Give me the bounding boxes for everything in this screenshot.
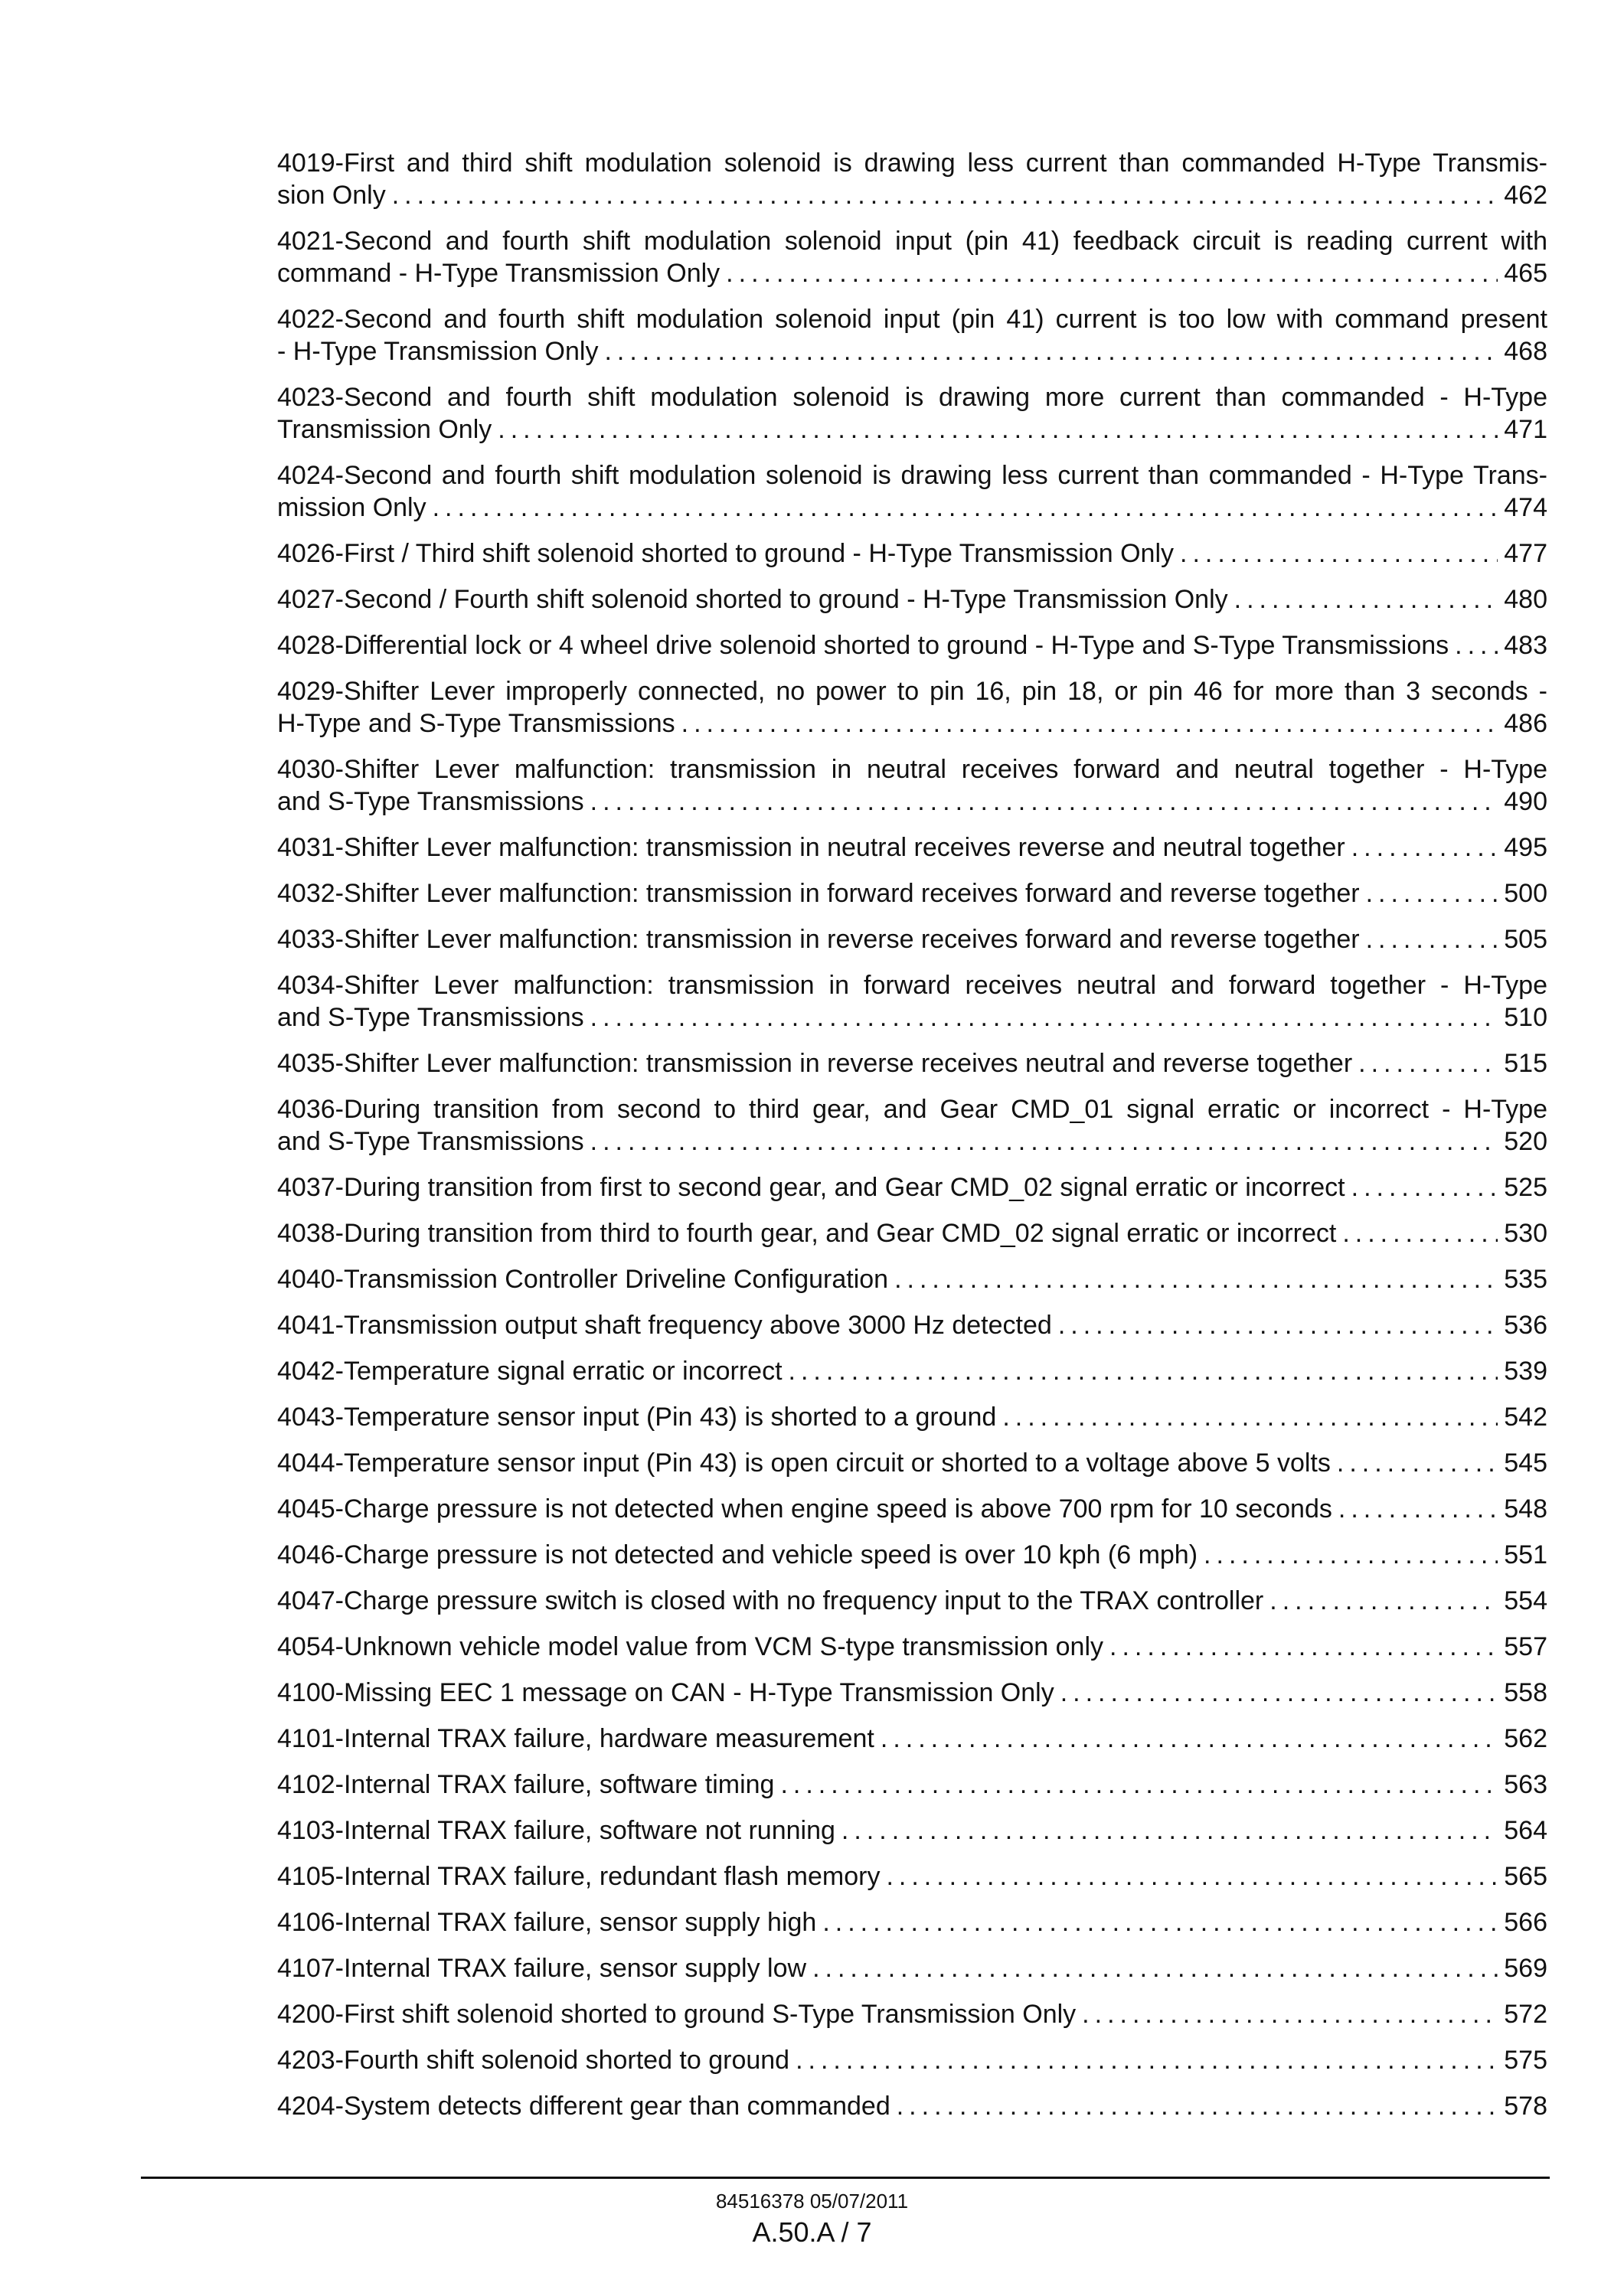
toc-entry[interactable]	[277, 537, 1547, 570]
dot-leader	[881, 1723, 1498, 1755]
toc-page-number: 465	[1504, 259, 1547, 288]
toc-entry[interactable]	[277, 1906, 1547, 1938]
toc-entry[interactable]	[277, 1814, 1547, 1847]
toc-entry-title: 4026-First / Third shift solenoid shorted to ground - H-Type Transmission Only	[277, 539, 1174, 568]
toc-entry-title: 4107-Internal TRAX failure, sensor supply low	[277, 1954, 807, 1983]
dot-leader	[1351, 831, 1498, 864]
toc-entry-title: sion Only	[277, 181, 386, 210]
toc-entry-title: 4103-Internal TRAX failure, software not running	[277, 1816, 835, 1845]
toc-page-number: 474	[1504, 493, 1547, 522]
toc-entry-title: - H-Type Transmission Only	[277, 337, 599, 366]
dot-leader	[1002, 1401, 1498, 1433]
toc-entry-title: and S-Type Transmissions	[277, 787, 584, 816]
toc-entry-title: 4028-Differential lock or 4 wheel drive solenoid shorted to ground - H-Type and S-Type Transmissions	[277, 631, 1449, 660]
toc-entry[interactable]	[277, 1493, 1547, 1525]
toc-entry[interactable]	[277, 1309, 1547, 1341]
toc-entry-title: 4038-During transition from third to fourth gear, and Gear CMD_02 signal erratic or incorrect	[277, 1219, 1337, 1248]
dot-leader	[796, 2044, 1498, 2076]
toc-entry-title: and S-Type Transmissions	[277, 1127, 584, 1156]
toc-entry-title: 4101-Internal TRAX failure, hardware measurement	[277, 1724, 874, 1753]
toc-page-number: 539	[1504, 1357, 1547, 1386]
footer-page-reference: A.50.A / 7	[752, 2216, 872, 2248]
toc-entry-title: 4040-Transmission Controller Driveline Configuration	[277, 1265, 889, 1294]
toc-entry[interactable]	[277, 1047, 1547, 1079]
toc-entry-last-line	[277, 1125, 1547, 1158]
dot-leader	[894, 1263, 1498, 1295]
toc-entry[interactable]	[277, 969, 1547, 1034]
toc-page-number: 468	[1504, 337, 1547, 366]
toc-entry[interactable]	[277, 1585, 1547, 1617]
toc-page-number: 578	[1504, 2092, 1547, 2121]
toc-page-number: 510	[1504, 1003, 1547, 1032]
toc-entry-title: 4102-Internal TRAX failure, software timing	[277, 1770, 775, 1799]
toc-entry-title: 4047-Charge pressure switch is closed with no frequency input to the TRAX controller	[277, 1586, 1264, 1615]
toc-entry-title: 4024-Second and fourth shift modulation solenoid is drawing less current than commanded - H-Type Trans-	[277, 461, 1547, 490]
toc-page-number: 483	[1504, 631, 1547, 660]
toc-entry[interactable]	[277, 303, 1547, 367]
dot-leader	[1058, 1309, 1498, 1341]
toc-entry[interactable]	[277, 1355, 1547, 1387]
dot-leader	[726, 257, 1498, 289]
toc-entry-title: 4046-Charge pressure is not detected and vehicle speed is over 10 kph (6 mph)	[277, 1540, 1198, 1569]
toc-entry[interactable]	[277, 877, 1547, 910]
toc-page-number: 563	[1504, 1770, 1547, 1799]
table-of-contents	[277, 147, 1547, 2136]
toc-entry-title: 4203-Fourth shift solenoid shorted to ground	[277, 2046, 790, 2075]
toc-page-number: 462	[1504, 181, 1547, 210]
toc-entry[interactable]	[277, 2044, 1547, 2076]
dot-leader	[1366, 877, 1498, 910]
toc-entry[interactable]	[277, 1677, 1547, 1709]
toc-entry-title: 4023-Second and fourth shift modulation solenoid is drawing more current than commanded - H-Type	[277, 383, 1547, 412]
toc-page-number: 530	[1504, 1219, 1547, 1248]
dot-leader	[681, 707, 1498, 740]
dot-leader	[822, 1906, 1498, 1938]
toc-entry[interactable]	[277, 1631, 1547, 1663]
toc-entry-title: 4034-Shifter Lever malfunction: transmission in forward receives neutral and forward together - H-Type	[277, 971, 1547, 1000]
toc-entry[interactable]	[277, 147, 1547, 211]
toc-page-number: 545	[1504, 1448, 1547, 1478]
toc-page-number: 495	[1504, 833, 1547, 862]
dot-leader	[789, 1355, 1498, 1387]
toc-page-number: 515	[1504, 1049, 1547, 1078]
toc-entry-title: 4204-System detects different gear than commanded	[277, 2092, 890, 2121]
dot-leader	[1234, 583, 1498, 616]
toc-entry-title: 4029-Shifter Lever improperly connected, no power to pin 16, pin 18, or pin 46 for more than 3 seconds -	[277, 677, 1547, 706]
toc-page-number: 551	[1504, 1540, 1547, 1569]
toc-entry-last-line	[277, 413, 1547, 446]
toc-page-number: 505	[1504, 925, 1547, 954]
toc-entry[interactable]	[277, 1447, 1547, 1479]
toc-entry-title: 4041-Transmission output shaft frequency above 3000 Hz detected	[277, 1311, 1052, 1340]
toc-entry-title: H-Type and S-Type Transmissions	[277, 709, 675, 738]
dot-leader	[590, 1001, 1498, 1034]
toc-page-number: 480	[1504, 585, 1547, 614]
toc-entry[interactable]	[277, 1171, 1547, 1204]
dot-leader	[392, 179, 1498, 211]
dot-leader	[780, 1769, 1498, 1801]
toc-page-number: 562	[1504, 1724, 1547, 1753]
dot-leader	[1358, 1047, 1498, 1079]
dot-leader	[498, 413, 1498, 446]
footer-document-id: 84516378 05/07/2011	[715, 2190, 909, 2213]
toc-entry-title: 4019-First and third shift modulation solenoid is drawing less current than commanded H-Type Transmis-	[277, 149, 1547, 178]
toc-entry[interactable]	[277, 381, 1547, 446]
toc-entry-title: 4035-Shifter Lever malfunction: transmission in reverse receives neutral and reverse together	[277, 1049, 1353, 1078]
toc-entry-title: 4044-Temperature sensor input (Pin 43) is open circuit or shorted to a voltage above 5 volts	[277, 1448, 1331, 1478]
toc-entry-title: 4105-Internal TRAX failure, redundant flash memory	[277, 1862, 881, 1891]
toc-page-number: 572	[1504, 2000, 1547, 2029]
toc-page-number: 535	[1504, 1265, 1547, 1294]
toc-entry[interactable]	[277, 583, 1547, 616]
toc-page-number: 525	[1504, 1173, 1547, 1202]
toc-page-number: 557	[1504, 1632, 1547, 1661]
toc-entry[interactable]	[277, 1769, 1547, 1801]
toc-page-number: 471	[1504, 415, 1547, 444]
toc-entry-title: 4031-Shifter Lever malfunction: transmission in neutral receives reverse and neutral together	[277, 833, 1345, 862]
toc-entry-last-line	[277, 257, 1547, 289]
toc-entry[interactable]	[277, 831, 1547, 864]
toc-entry-title: 4042-Temperature signal erratic or incorrect	[277, 1357, 783, 1386]
dot-leader	[1338, 1493, 1498, 1525]
toc-entry-title: 4200-First shift solenoid shorted to ground S-Type Transmission Only	[277, 2000, 1077, 2029]
toc-entry-last-line	[277, 179, 1547, 211]
toc-entry[interactable]	[277, 629, 1547, 661]
dot-leader	[1366, 923, 1498, 955]
toc-entry-title: 4100-Missing EEC 1 message on CAN - H-Type Transmission Only	[277, 1678, 1054, 1707]
toc-entry-title: 4036-During transition from second to third gear, and Gear CMD_01 signal erratic or incorrect - H-Type	[277, 1095, 1547, 1124]
toc-page-number: 490	[1504, 787, 1547, 816]
toc-page-number: 520	[1504, 1127, 1547, 1156]
toc-page-number: 566	[1504, 1908, 1547, 1937]
toc-entry-title: 4022-Second and fourth shift modulation solenoid input (pin 41) current is too low with command present	[277, 305, 1547, 334]
toc-entry-title: 4045-Charge pressure is not detected when engine speed is above 700 rpm for 10 seconds	[277, 1494, 1332, 1524]
toc-entry-title: Transmission Only	[277, 415, 492, 444]
toc-page-number: 565	[1504, 1862, 1547, 1891]
toc-entry[interactable]	[277, 675, 1547, 740]
toc-entry[interactable]	[277, 923, 1547, 955]
toc-entry[interactable]	[277, 459, 1547, 524]
toc-entry[interactable]	[277, 1263, 1547, 1295]
toc-entry-last-line	[277, 335, 1547, 367]
toc-entry[interactable]	[277, 225, 1547, 289]
dot-leader	[897, 2090, 1498, 2122]
toc-entry-last-line	[277, 1001, 1547, 1034]
toc-page-number: 564	[1504, 1816, 1547, 1845]
dot-leader	[1455, 629, 1498, 661]
toc-page-number: 542	[1504, 1403, 1547, 1432]
toc-entry-last-line	[277, 785, 1547, 818]
toc-entry-title: 4032-Shifter Lever malfunction: transmission in forward receives forward and reverse together	[277, 879, 1360, 908]
toc-entry[interactable]	[277, 1860, 1547, 1893]
toc-entry-title: 4021-Second and fourth shift modulation solenoid input (pin 41) feedback circuit is reading current with	[277, 227, 1547, 256]
toc-entry[interactable]	[277, 753, 1547, 818]
dot-leader	[1337, 1447, 1498, 1479]
toc-entry-title: 4106-Internal TRAX failure, sensor supply high	[277, 1908, 817, 1937]
dot-leader	[433, 492, 1498, 524]
toc-entry[interactable]	[277, 1952, 1547, 1984]
toc-page-number: 477	[1504, 539, 1547, 568]
toc-entry-title: and S-Type Transmissions	[277, 1003, 584, 1032]
toc-page-number: 486	[1504, 709, 1547, 738]
toc-entry[interactable]	[277, 1539, 1547, 1571]
toc-page-number: 569	[1504, 1954, 1547, 1983]
dot-leader	[886, 1860, 1498, 1893]
dot-leader	[604, 335, 1498, 367]
dot-leader	[1180, 537, 1498, 570]
dot-leader	[1082, 1998, 1498, 2030]
toc-page-number: 548	[1504, 1494, 1547, 1524]
footer-divider	[141, 2177, 1550, 2179]
toc-entry-title: 4030-Shifter Lever malfunction: transmission in neutral receives forward and neutral together - H-Type	[277, 755, 1547, 784]
dot-leader	[1060, 1677, 1498, 1709]
toc-entry[interactable]	[277, 2090, 1547, 2122]
toc-entry-title: 4043-Temperature sensor input (Pin 43) is shorted to a ground	[277, 1403, 997, 1432]
dot-leader	[1269, 1585, 1498, 1617]
toc-entry[interactable]	[277, 1217, 1547, 1249]
toc-page-number: 500	[1504, 879, 1547, 908]
toc-entry-title: command - H-Type Transmission Only	[277, 259, 721, 288]
dot-leader	[841, 1814, 1498, 1847]
toc-entry[interactable]	[277, 1401, 1547, 1433]
dot-leader	[1342, 1217, 1498, 1249]
toc-entry-title: mission Only	[277, 493, 426, 522]
toc-page-number: 558	[1504, 1678, 1547, 1707]
toc-page-number: 575	[1504, 2046, 1547, 2075]
toc-entry-title: 4054-Unknown vehicle model value from VCM S-type transmission only	[277, 1632, 1104, 1661]
toc-entry[interactable]	[277, 1723, 1547, 1755]
toc-page-number: 536	[1504, 1311, 1547, 1340]
toc-entry-title: 4027-Second / Fourth shift solenoid shorted to ground - H-Type Transmission Only	[277, 585, 1228, 614]
toc-entry[interactable]	[277, 1998, 1547, 2030]
toc-entry[interactable]	[277, 1093, 1547, 1158]
dot-leader	[1109, 1631, 1498, 1663]
toc-entry-last-line	[277, 492, 1547, 524]
dot-leader	[1204, 1539, 1498, 1571]
dot-leader	[812, 1952, 1498, 1984]
dot-leader	[590, 785, 1498, 818]
toc-entry-title: 4033-Shifter Lever malfunction: transmission in reverse receives forward and reverse together	[277, 925, 1360, 954]
toc-entry-last-line	[277, 707, 1547, 740]
dot-leader	[590, 1125, 1498, 1158]
dot-leader	[1351, 1171, 1498, 1204]
toc-entry-title: 4037-During transition from first to second gear, and Gear CMD_02 signal erratic or incorrect	[277, 1173, 1345, 1202]
toc-page-number: 554	[1504, 1586, 1547, 1615]
